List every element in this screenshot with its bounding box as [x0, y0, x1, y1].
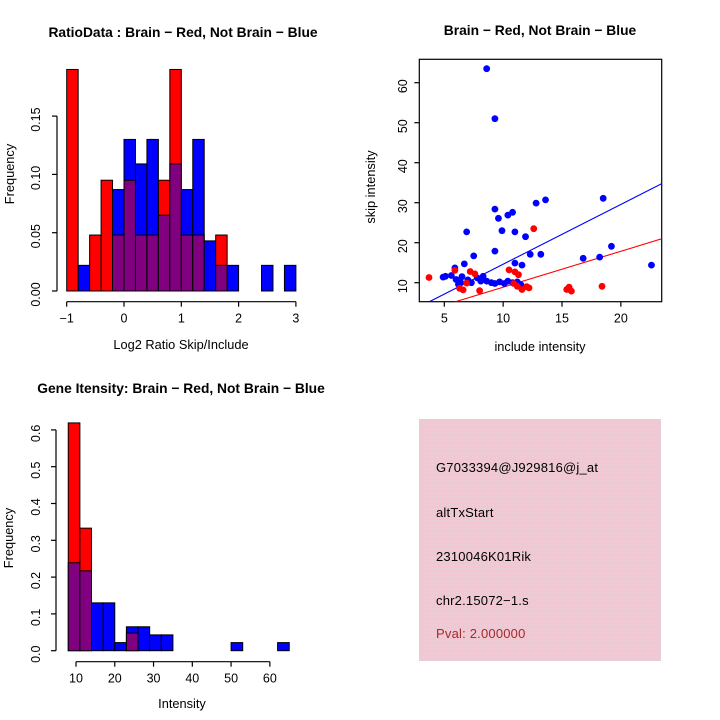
scatter-point [472, 271, 479, 278]
scatter-point [463, 280, 470, 287]
x-tick-label: 15 [555, 311, 569, 326]
scatter-xlabel: include intensity [494, 339, 586, 354]
y-tick-label: 0.3 [29, 535, 43, 553]
scatter-point [533, 200, 540, 207]
scatter-point [476, 287, 483, 294]
intensity-scatter-chart [360, 0, 720, 360]
scatter-point [519, 262, 526, 269]
y-tick-label: 0.10 [29, 165, 43, 191]
y-tick-label: 0.5 [29, 461, 43, 479]
y-tick-label: 0.05 [29, 224, 43, 249]
scatter-point [459, 273, 466, 280]
scatter-point [522, 233, 529, 240]
x-tick-label: 2 [235, 311, 243, 326]
ratio-hist-title: RatioData : Brain − Red, Not Brain − Blue [48, 25, 318, 40]
hist-bar [147, 235, 158, 291]
y-tick-label: 0.15 [29, 107, 43, 132]
scatter-point [515, 271, 522, 278]
x-tick-label: −1 [59, 311, 74, 326]
hist-bar [124, 180, 135, 291]
scatter-point [648, 262, 655, 269]
x-tick-label: 50 [224, 671, 239, 686]
hist-bar [138, 627, 150, 651]
scatter-point [527, 251, 534, 258]
scatter-point [526, 285, 533, 292]
x-tick-label: 20 [613, 311, 628, 326]
hist-bar [204, 241, 215, 291]
gene-hist-title: Gene Itensity: Brain − Red, Not Brain − Blue [37, 381, 325, 396]
hist-bar [231, 643, 243, 651]
probe-id-text: G7033394@J929816@j_at [436, 460, 599, 475]
ratio-hist-xlabel: Log2 Ratio Skip/Include [113, 337, 249, 352]
hist-bar [67, 69, 78, 291]
hist-bar [262, 265, 273, 291]
scatter-point [461, 261, 468, 268]
hist-bar [92, 603, 104, 651]
hist-bar [193, 235, 204, 291]
hist-bar [101, 180, 112, 291]
scatter-point [451, 267, 458, 274]
hist-bar [181, 235, 192, 291]
scatter-point [426, 274, 433, 281]
hist-bar [126, 633, 138, 651]
gene-histogram-chart [0, 360, 360, 720]
y-tick-label: 60 [396, 79, 410, 94]
y-tick-label: 0.0 [29, 645, 43, 663]
scatter-point [470, 253, 477, 260]
hist-bar [216, 265, 227, 291]
scatter-point [506, 267, 513, 274]
pval-text: Pval: 2.000000 [436, 626, 526, 641]
y-tick-label: 0.4 [29, 498, 43, 516]
scatter-plot-area [396, 59, 662, 325]
hist-bar [278, 643, 290, 651]
scatter-point [495, 215, 502, 222]
hist-bar [68, 563, 80, 651]
gene-hist-ylabel: Frequency [1, 507, 16, 569]
hist-bar [158, 215, 169, 291]
scatter-point [542, 197, 549, 204]
scatter-point [580, 255, 587, 262]
gene-hist-xlabel: Intensity [158, 696, 206, 711]
hist-bar [103, 603, 115, 651]
y-tick-label: 0.00 [29, 282, 43, 307]
chromosome-text: chr2.15072−1.s [436, 593, 529, 608]
scatter-point [442, 273, 449, 280]
scatter-point [499, 227, 506, 234]
scatter-point [492, 248, 499, 255]
scatter-ylabel: skip intensity [363, 150, 378, 224]
scatter-point [537, 251, 544, 258]
y-tick-label: 40 [396, 159, 410, 174]
hist-bar [113, 235, 124, 291]
ratio-hist-ylabel: Frequency [2, 143, 17, 205]
y-tick-label: 0.1 [29, 608, 43, 627]
y-tick-label: 10 [396, 279, 410, 294]
x-tick-label: 3 [292, 311, 300, 326]
x-tick-label: 0 [120, 311, 128, 326]
scatter-point [460, 287, 467, 294]
scatter-point [457, 279, 464, 286]
hist-bar [227, 265, 238, 291]
hist-bar [161, 635, 173, 651]
y-tick-label: 20 [396, 239, 410, 254]
gene-info-box [419, 419, 661, 661]
y-tick-label: 50 [396, 119, 410, 134]
scatter-point [530, 225, 537, 232]
gene-name-text: 2310046K01Rik [436, 549, 532, 564]
panel-gene-histogram [0, 360, 360, 720]
x-tick-label: 60 [262, 671, 277, 686]
y-tick-label: 0.6 [29, 424, 43, 443]
scatter-point [568, 288, 575, 295]
scatter-point [512, 229, 519, 236]
scatter-point [608, 243, 615, 250]
x-tick-label: 20 [107, 671, 122, 686]
hist-bar [170, 164, 181, 291]
scatter-point [512, 260, 519, 267]
ratio-histogram-chart [0, 0, 360, 360]
panel-intensity-scatter [360, 0, 720, 360]
x-tick-label: 30 [146, 671, 161, 686]
y-tick-label: 30 [396, 199, 410, 214]
hist-bar [284, 265, 295, 291]
x-tick-label: 10 [496, 311, 511, 326]
gene-hist-plot-area [29, 423, 289, 686]
hist-bar [115, 643, 127, 651]
x-tick-label: 5 [440, 311, 448, 326]
hist-bar [80, 571, 92, 651]
x-tick-label: 10 [69, 671, 83, 686]
scatter-point [492, 115, 499, 122]
panel-gene-info [360, 360, 720, 720]
hist-bar [78, 265, 89, 291]
scatter-point [596, 254, 603, 261]
x-tick-label: 1 [177, 311, 185, 326]
ratio-hist-plot-area [29, 69, 299, 325]
panel-ratio-histogram [0, 0, 360, 360]
scatter-point [483, 65, 490, 72]
hist-bar [135, 235, 146, 291]
hist-bar [150, 635, 162, 651]
scatter-point [463, 229, 470, 236]
scatter-point [599, 283, 606, 290]
hist-bar [90, 235, 101, 291]
scatter-point [509, 209, 516, 216]
scatter-point [600, 195, 607, 202]
scatter-point [492, 206, 499, 213]
y-tick-label: 0.2 [29, 571, 43, 590]
x-tick-label: 40 [185, 671, 200, 686]
event-type-text: altTxStart [436, 505, 494, 520]
brain-fit-line [455, 239, 662, 302]
scatter-title: Brain − Red, Not Brain − Blue [443, 23, 637, 38]
